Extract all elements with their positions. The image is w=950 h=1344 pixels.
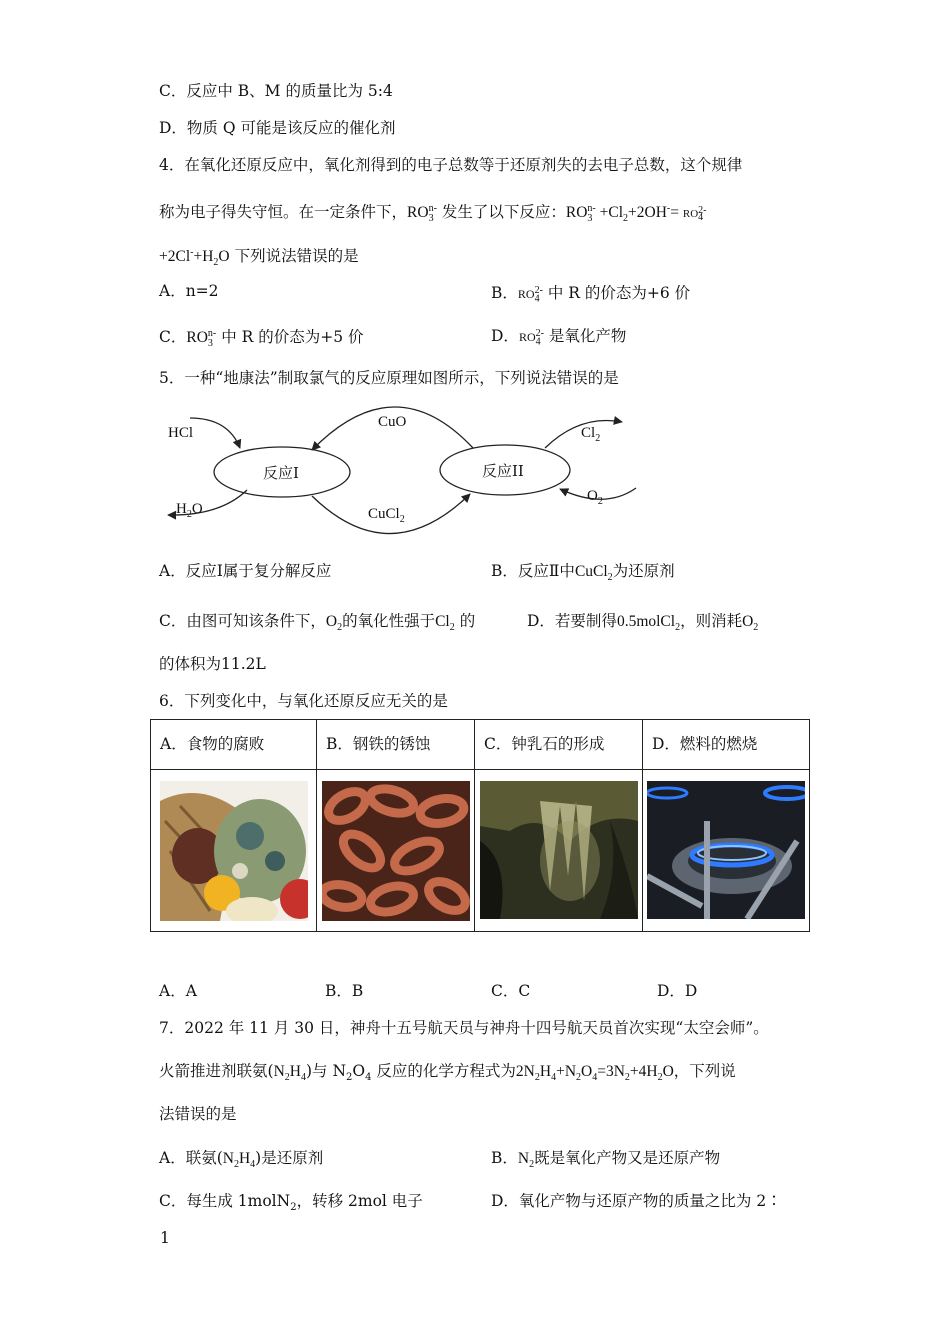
- q6-answer-c: C．C: [491, 982, 531, 1000]
- q3-option-c: C．反应中 B、M 的质量比为 5:4: [159, 82, 393, 100]
- cucl2-label: CuCl$_2$: [368, 506, 405, 525]
- cl2-label: $Cl_2$: [581, 425, 601, 444]
- q6-table: [150, 719, 810, 932]
- q7-stem-line3: 法错误的是: [159, 1105, 237, 1123]
- q6-header-c: C．钟乳石的形成: [475, 720, 643, 770]
- reaction2-label: 反应II: [482, 462, 524, 480]
- q7-stem-line2: 火箭推进剂联氨$(N_2H_4)$与 $N_2O_4$ 反应的化学方程式为$2N_2H_4+N_2O_4=3N_2+4H_2O$，下列说: [159, 1062, 736, 1084]
- o2-label: $O_2$: [587, 488, 603, 507]
- q3-option-d: D．物质 Q 可能是该反应的催化剂: [159, 119, 396, 137]
- q5-option-d: D．若要制得0.5molCl$_2$，则消耗$O_2$: [527, 612, 759, 634]
- q4-stem-line1: 4．在氧化还原反应中，氧化剂得到的电子总数等于还原剂失的去电子总数，这个规律: [159, 156, 743, 174]
- q7-option-b: B．$N_2$既是氧化产物又是还原产物: [491, 1149, 721, 1171]
- q5-option-a: A．反应Ⅰ属于复分解反应: [159, 562, 332, 580]
- q7-stem-line1: 7．2022 年 11 月 30 日，神舟十五号航天员与神舟十四号航天员首次实现“太空会师”。: [159, 1019, 769, 1037]
- q6-answer-b: B．B: [325, 982, 364, 1000]
- dikang-process-diagram: [150, 400, 650, 535]
- cuo-label: CuO: [378, 414, 407, 430]
- q4-option-a: A．n=2: [159, 282, 219, 300]
- q4-option-d: D．$RO_4^{2-}$ 是氧化产物: [491, 327, 627, 348]
- h2o-label: $H_2O$: [176, 501, 203, 520]
- q6-answer-a: A．A: [159, 982, 197, 1000]
- q4-stem-line2: 称为电子得失守恒。在一定条件下，$RO_3^{n-}$ 发生了以下反应：$RO_3^{n-} +Cl_2+2OH^-= RO_4^{2-}$: [159, 203, 707, 225]
- q6-cell-c: [475, 770, 643, 932]
- q6-header-b: B．钢铁的锈蚀: [317, 720, 475, 770]
- hcl-label: HCl: [168, 425, 194, 441]
- page-number: 1: [160, 1229, 170, 1247]
- q4-option-c: C．$RO_3^{n-}$ 中 R 的价态为+5 价: [159, 328, 364, 350]
- q5-option-c: C．由图可知该条件下，$O_2$的氧化性强于$Cl_2$ 的: [159, 612, 476, 634]
- rotten-food-image: [160, 781, 308, 921]
- reaction1-label: 反应I: [263, 464, 299, 482]
- q5-option-d-cont: 的体积为11.2L: [159, 655, 266, 673]
- q6-stem: 6．下列变化中，与氧化还原反应无关的是: [159, 692, 448, 710]
- q5-option-b: B．反应Ⅱ中CuCl$_2$为还原剂: [491, 562, 675, 584]
- q4-option-b: B．$RO_4^{2-}$ 中 R 的价态为+6 价: [491, 284, 691, 305]
- q6-cell-d: [643, 770, 810, 932]
- q7-option-d: D．氧化产物与还原产物的质量之比为 2∶: [491, 1192, 782, 1210]
- stalactite-cave-image: [480, 781, 638, 919]
- gas-stove-flame-image: [647, 781, 805, 919]
- q6-header-a: A．食物的腐败: [151, 720, 317, 770]
- q6-cell-a: [151, 770, 317, 932]
- q7-option-c: C．每生成 1molN$_2$，转移 2mol 电子: [159, 1192, 423, 1214]
- q6-header-d: D．燃料的燃烧: [643, 720, 810, 770]
- q7-option-a: A．联氨$(N_2H_4)$是还原剂: [159, 1149, 324, 1171]
- q6-cell-b: [317, 770, 475, 932]
- q5-stem: 5．一种“地康法”制取氯气的反应原理如图所示，下列说法错误的是: [159, 369, 619, 387]
- hcl-arrow: [190, 418, 240, 448]
- q4-stem-line3: $+2Cl^-+H_2O$ 下列说法错误的是: [159, 247, 359, 269]
- rusty-chain-image: [322, 781, 470, 921]
- q6-answer-d: D．D: [657, 982, 698, 1000]
